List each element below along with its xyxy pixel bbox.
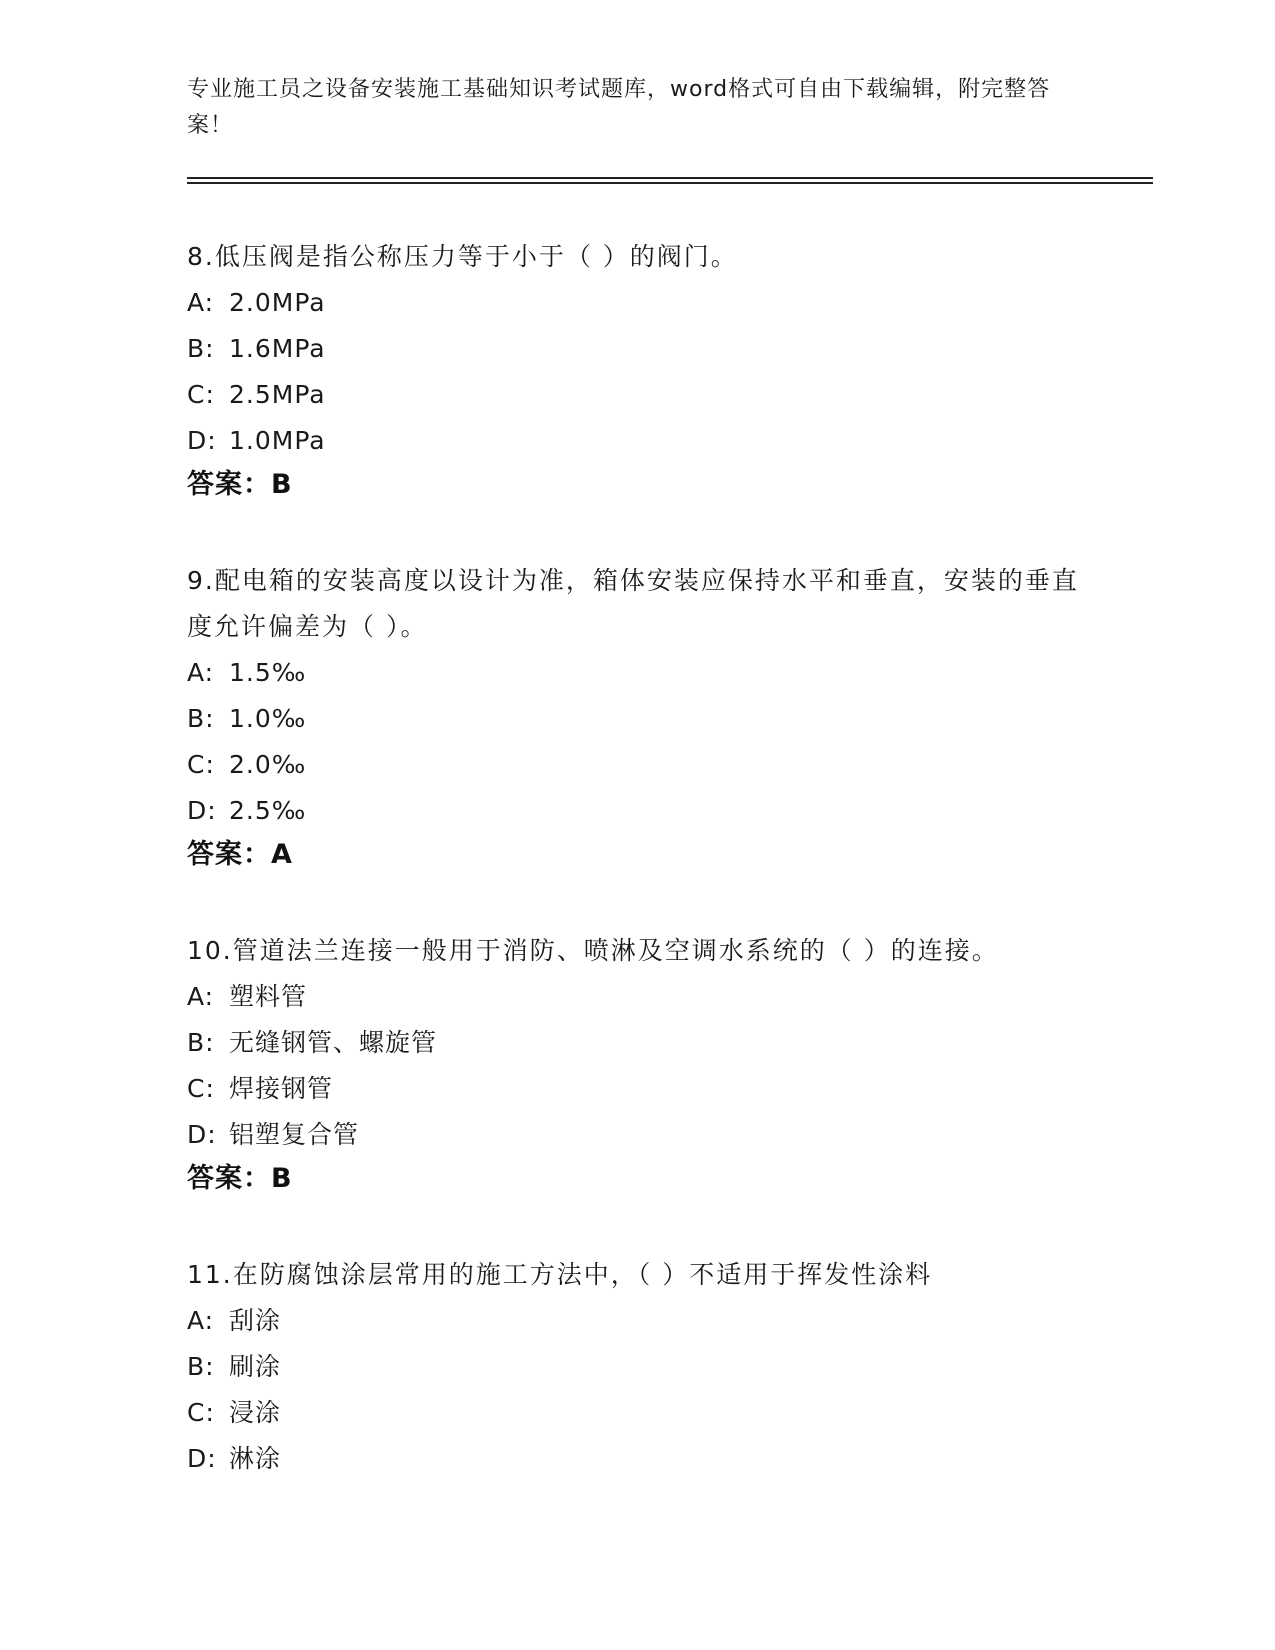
- option-letter: C:: [187, 750, 215, 779]
- option-text: 塑料管: [229, 982, 308, 1011]
- header-divider-top: [187, 177, 1153, 179]
- option-letter: A:: [187, 288, 215, 317]
- option-letter: D:: [187, 1120, 217, 1149]
- option-text: 2.5‰: [229, 796, 307, 825]
- option-d: [187, 788, 1087, 834]
- question-8: [187, 234, 1087, 506]
- option-letter: D:: [187, 1444, 217, 1473]
- option-text: 1.6MPa: [229, 334, 326, 363]
- option-a: [187, 280, 1087, 326]
- question-text: 11.在防腐蚀涂层常用的施工方法中，（ ）不适用于挥发性涂料: [187, 1260, 933, 1289]
- option-text: 淋涂: [229, 1444, 282, 1473]
- option-a: [187, 1298, 1087, 1344]
- option-d: [187, 1436, 1087, 1482]
- option-b: [187, 1344, 1087, 1390]
- option-c: [187, 1390, 1087, 1436]
- option-letter: B:: [187, 1028, 215, 1057]
- question-list: [187, 234, 1087, 1534]
- option-a: [187, 650, 1087, 696]
- option-text: 无缝钢管、螺旋管: [229, 1028, 438, 1057]
- option-letter: B:: [187, 704, 215, 733]
- option-text: 1.0MPa: [229, 426, 326, 455]
- option-text: 铝塑复合管: [229, 1120, 360, 1149]
- option-letter: B:: [187, 1352, 215, 1381]
- option-letter: C:: [187, 380, 215, 409]
- document-header: 专业施工员之设备安装施工基础知识考试题库，word格式可自由下载编辑，附完整答案！: [187, 77, 1051, 138]
- question-text: 8.低压阀是指公称压力等于小于（ ）的阀门。: [187, 242, 738, 271]
- option-text: 2.0‰: [229, 750, 307, 779]
- option-d: [187, 418, 1087, 464]
- option-text: 浸涂: [229, 1398, 282, 1427]
- question-11: [187, 1252, 1087, 1482]
- option-letter: B:: [187, 334, 215, 363]
- option-text: 刮涂: [229, 1306, 282, 1335]
- option-letter: C:: [187, 1074, 215, 1103]
- option-b: [187, 1020, 1087, 1066]
- option-text: 1.5‰: [229, 658, 307, 687]
- option-c: [187, 742, 1087, 788]
- answer-label: 答案：B: [187, 469, 293, 500]
- header-divider-bottom: [187, 182, 1153, 184]
- option-d: [187, 1112, 1087, 1158]
- option-letter: A:: [187, 658, 215, 687]
- answer-label: 答案：B: [187, 1163, 293, 1194]
- option-text: 焊接钢管: [229, 1074, 334, 1103]
- question-9: [187, 558, 1087, 876]
- option-a: [187, 974, 1087, 1020]
- option-letter: D:: [187, 796, 217, 825]
- option-letter: D:: [187, 426, 217, 455]
- question-10: [187, 928, 1087, 1200]
- option-letter: A:: [187, 982, 215, 1011]
- answer-label: 答案：A: [187, 839, 293, 870]
- option-letter: A:: [187, 1306, 215, 1335]
- question-text: 9.配电箱的安装高度以设计为准，箱体安装应保持水平和垂直，安装的垂直度允许偏差为（ ）。: [187, 566, 1079, 641]
- option-text: 1.0‰: [229, 704, 307, 733]
- option-text: 2.5MPa: [229, 380, 326, 409]
- option-text: 刷涂: [229, 1352, 282, 1381]
- option-c: [187, 1066, 1087, 1112]
- option-c: [187, 372, 1087, 418]
- option-text: 2.0MPa: [229, 288, 326, 317]
- option-b: [187, 326, 1087, 372]
- option-letter: C:: [187, 1398, 215, 1427]
- question-text: 10.管道法兰连接一般用于消防、喷淋及空调水系统的（ ）的连接。: [187, 936, 999, 965]
- option-b: [187, 696, 1087, 742]
